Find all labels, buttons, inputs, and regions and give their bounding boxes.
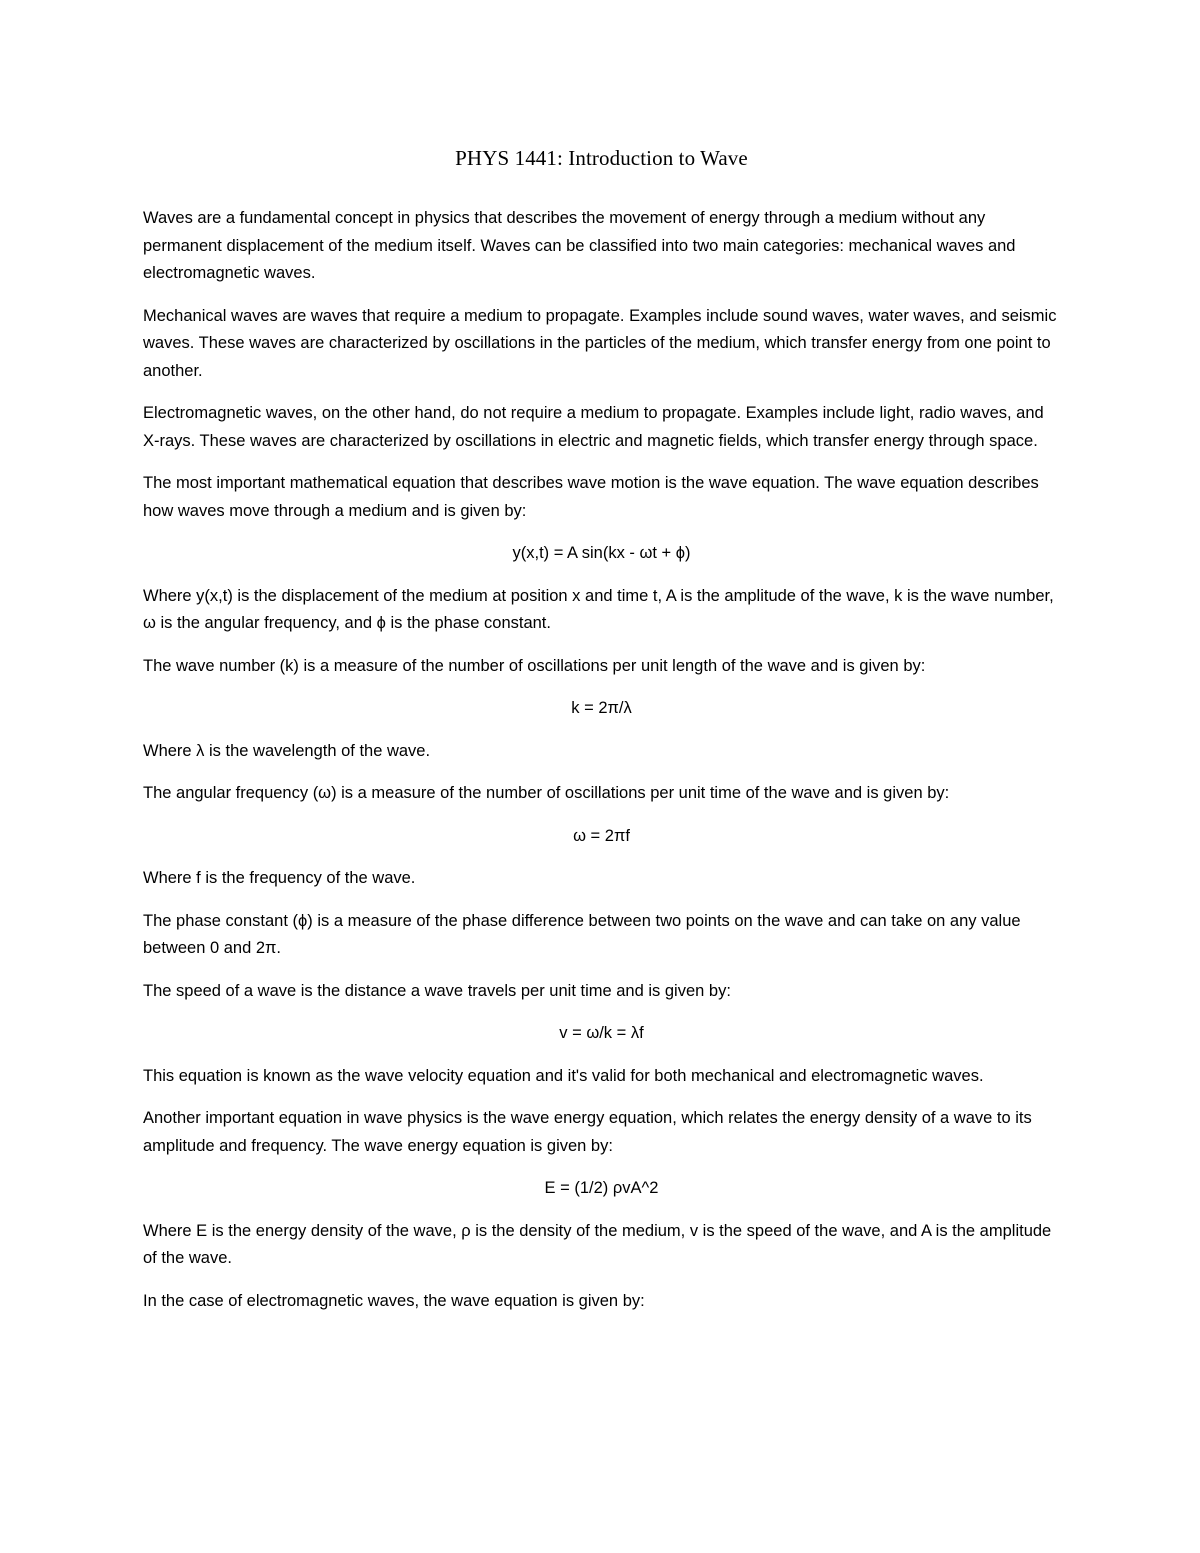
equation-wave-energy: E = (1/2) ρvA^2 [544, 1179, 659, 1197]
paragraph-wavelength: Where λ is the wavelength of the wave. [143, 741, 431, 760]
paragraph-intro: Waves are a fundamental concept in physics that describes the movement of energy through a medium without any permanent displacement of the medium itself. Waves can be classified into two main categories: mechanical waves and electromagnetic waves. [143, 209, 1016, 282]
paragraph-wave-energy-intro: Another important equation in wave physics is the wave energy equation, which relates the energy density of a wave to its amplitude and frequency. The wave energy equation is given by: [143, 1109, 1032, 1155]
paragraph-wave-equation-intro: The most important mathematical equation that describes wave motion is the wave equation. The wave equation describes how waves move through a medium and is given by: [143, 474, 1039, 520]
paragraph-electromagnetic-waves: Electromagnetic waves, on the other hand, do not require a medium to propagate. Examples include light, radio waves, and X-rays. These waves are characterized by oscillations in electric and magnetic fields, which transfer energy through space. [143, 404, 1044, 450]
equation-angular-frequency: ω = 2πf [573, 826, 630, 845]
equation-wave-number: k = 2π/λ [571, 699, 632, 717]
paragraph-phase-constant: The phase constant (ϕ) is a measure of the phase difference between two points on the wave and can take on any value between 0 and 2π. [143, 911, 1021, 957]
paragraph-wave-energy-terms: Where E is the energy density of the wave, ρ is the density of the medium, v is the speed of the wave, and A is the amplitude of the wave. [143, 1221, 1052, 1267]
equation-wave-speed: v = ω/k = λf [559, 1024, 644, 1042]
paragraph-frequency: Where f is the frequency of the wave. [143, 869, 416, 887]
paragraph-wave-equation-terms: Where y(x,t) is the displacement of the medium at position x and time t, A is the amplitude of the wave, k is the wave number, ω is the angular frequency, and ϕ is the phase constant. [143, 586, 1054, 632]
paragraph-mechanical-waves: Mechanical waves are waves that require a medium to propagate. Examples include sound waves, water waves, and seismic waves. These waves are characterized by oscillations in the particles of the medium, which transfer energy from one point to another. [143, 306, 1057, 380]
paragraph-angular-frequency: The angular frequency (ω) is a measure of the number of oscillations per unit time of the wave and is given by: [143, 784, 950, 802]
paragraph-em-wave-equation: In the case of electromagnetic waves, the wave equation is given by: [143, 1291, 645, 1310]
paragraph-wave-velocity: This equation is known as the wave velocity equation and it's valid for both mechanical and electromagnetic waves. [143, 1066, 984, 1085]
document-title: PHYS 1441: Introduction to Wave [455, 146, 748, 170]
equation-wave: y(x,t) = A sin(kx - ωt + ϕ) [512, 544, 691, 562]
paragraph-wave-number: The wave number (k) is a measure of the number of oscillations per unit length of the wave and is given by: [143, 656, 926, 675]
paragraph-wave-speed: The speed of a wave is the distance a wave travels per unit time and is given by: [143, 981, 731, 1000]
